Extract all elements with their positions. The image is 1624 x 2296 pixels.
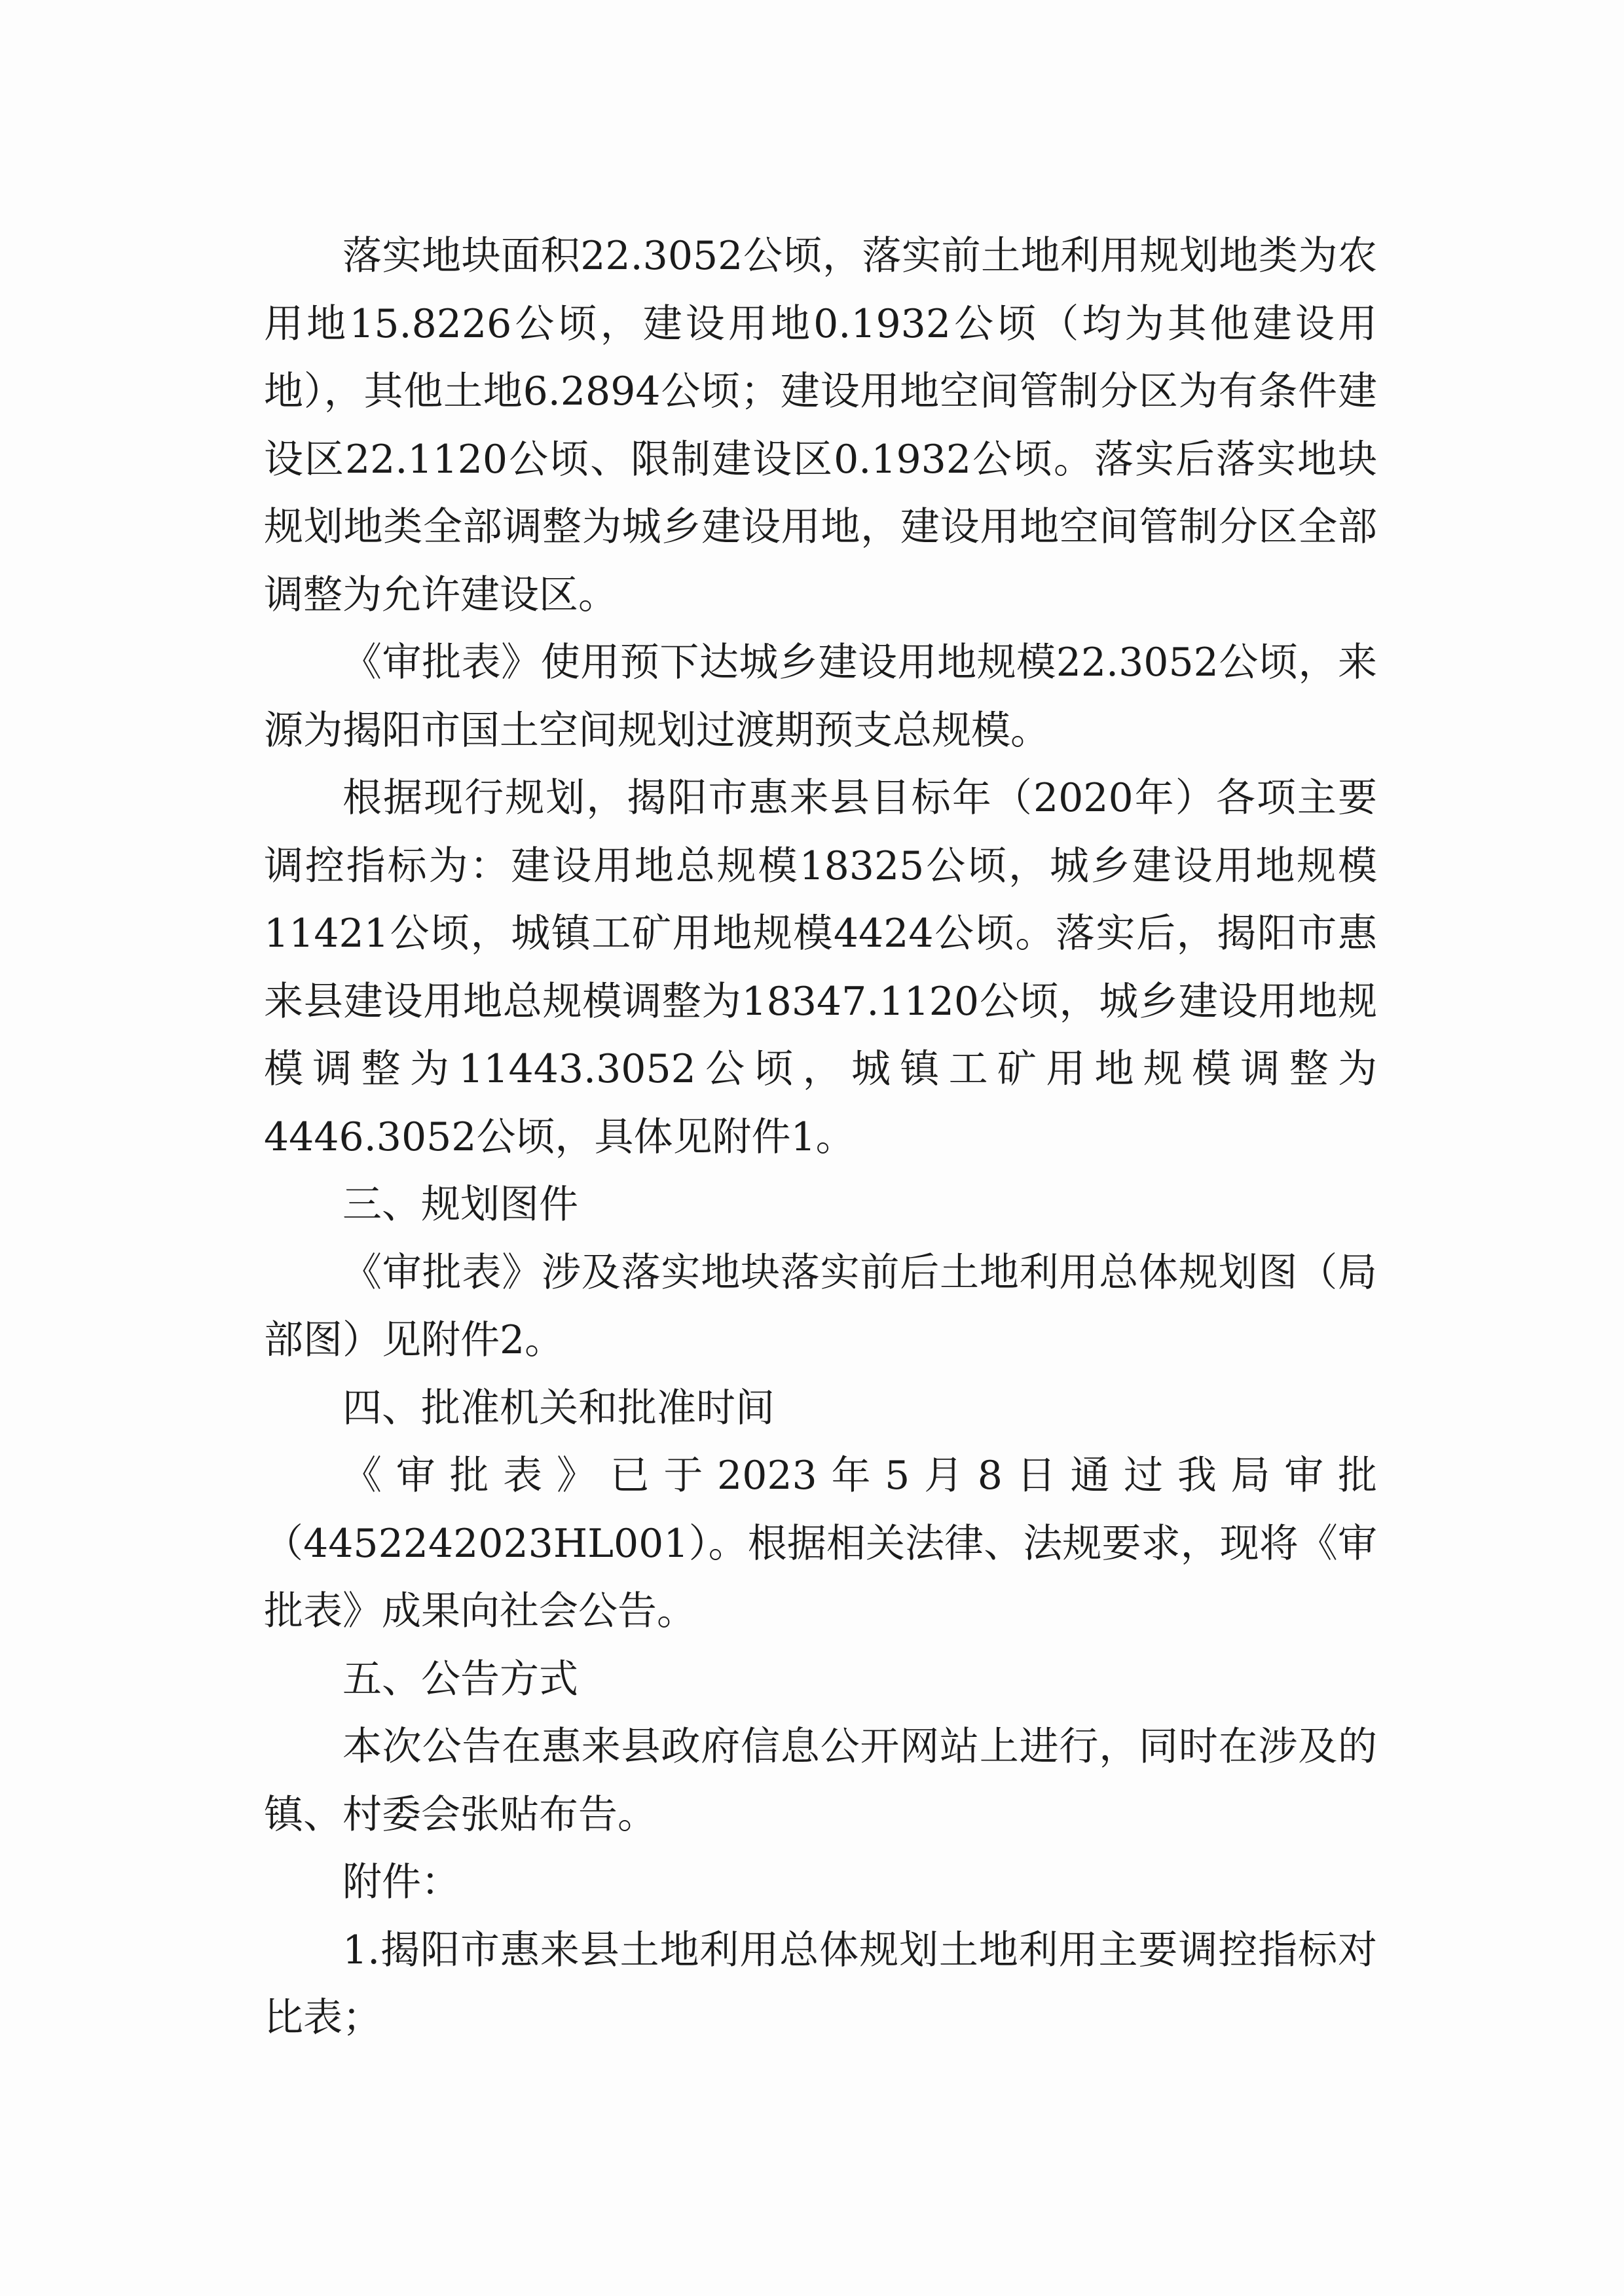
attachment-item-1: 1.揭阳市惠来县土地利用总体规划土地利用主要调控指标对比表； <box>264 1927 1377 2041</box>
paragraph-planning-maps: 《审批表》涉及落实地块落实前后土地利用总体规划图（局部图）见附件2。 <box>264 1249 1377 1363</box>
document-body <box>264 223 1377 2052</box>
paragraph-control-indicators: 根据现行规划，揭阳市惠来县目标年（2020年）各项主要调控指标为：建设用地总规模18325公顷，城乡建设用地规模11421公顷，城镇工矿用地规模4424公顷。落实后，揭阳市惠来县建设用地总规模调整为18347.1120公顷，城乡建设用地规模调整为11443.3052公顷，城镇工矿用地规模调整为4446.3052公顷，具体见附件1。 <box>264 775 1377 1160</box>
section-heading-announcement-method: 五、公告方式 <box>342 1656 578 1702</box>
section-heading-planning-maps: 三、规划图件 <box>342 1182 578 1228</box>
paragraph-land-plot-details: 落实地块面积22.3052公顷，落实前土地利用规划地类为农用地15.8226公顷，建设用地0.1932公顷（均为其他建设用地），其他土地6.2894公顷；建设用地空间管制分区为有条件建设区22.1120公顷、限制建设区0.1932公顷。落实后落实地块规划地类全部调整为城乡建设用地，建设用地空间管制分区全部调整为允许建设区。 <box>264 233 1377 618</box>
paragraph-announcement-method: 本次公告在惠来县政府信息公开网站上进行，同时在涉及的镇、村委会张贴布告。 <box>264 1724 1377 1838</box>
section-heading-approval-authority: 四、批准机关和批准时间 <box>342 1385 775 1431</box>
paragraph-approval-scale-source: 《审批表》使用预下达城乡建设用地规模22.3052公顷，来源为揭阳市国土空间规划过渡期预支总规模。 <box>264 640 1377 754</box>
paragraph-approval-authority: 《审批表》已于2023年5月8日通过我局审批（4452242023HL001）。根据相关法律、法规要求，现将《审批表》成果向社会公告。 <box>264 1453 1377 1634</box>
attachments-heading: 附件： <box>342 1859 460 1905</box>
